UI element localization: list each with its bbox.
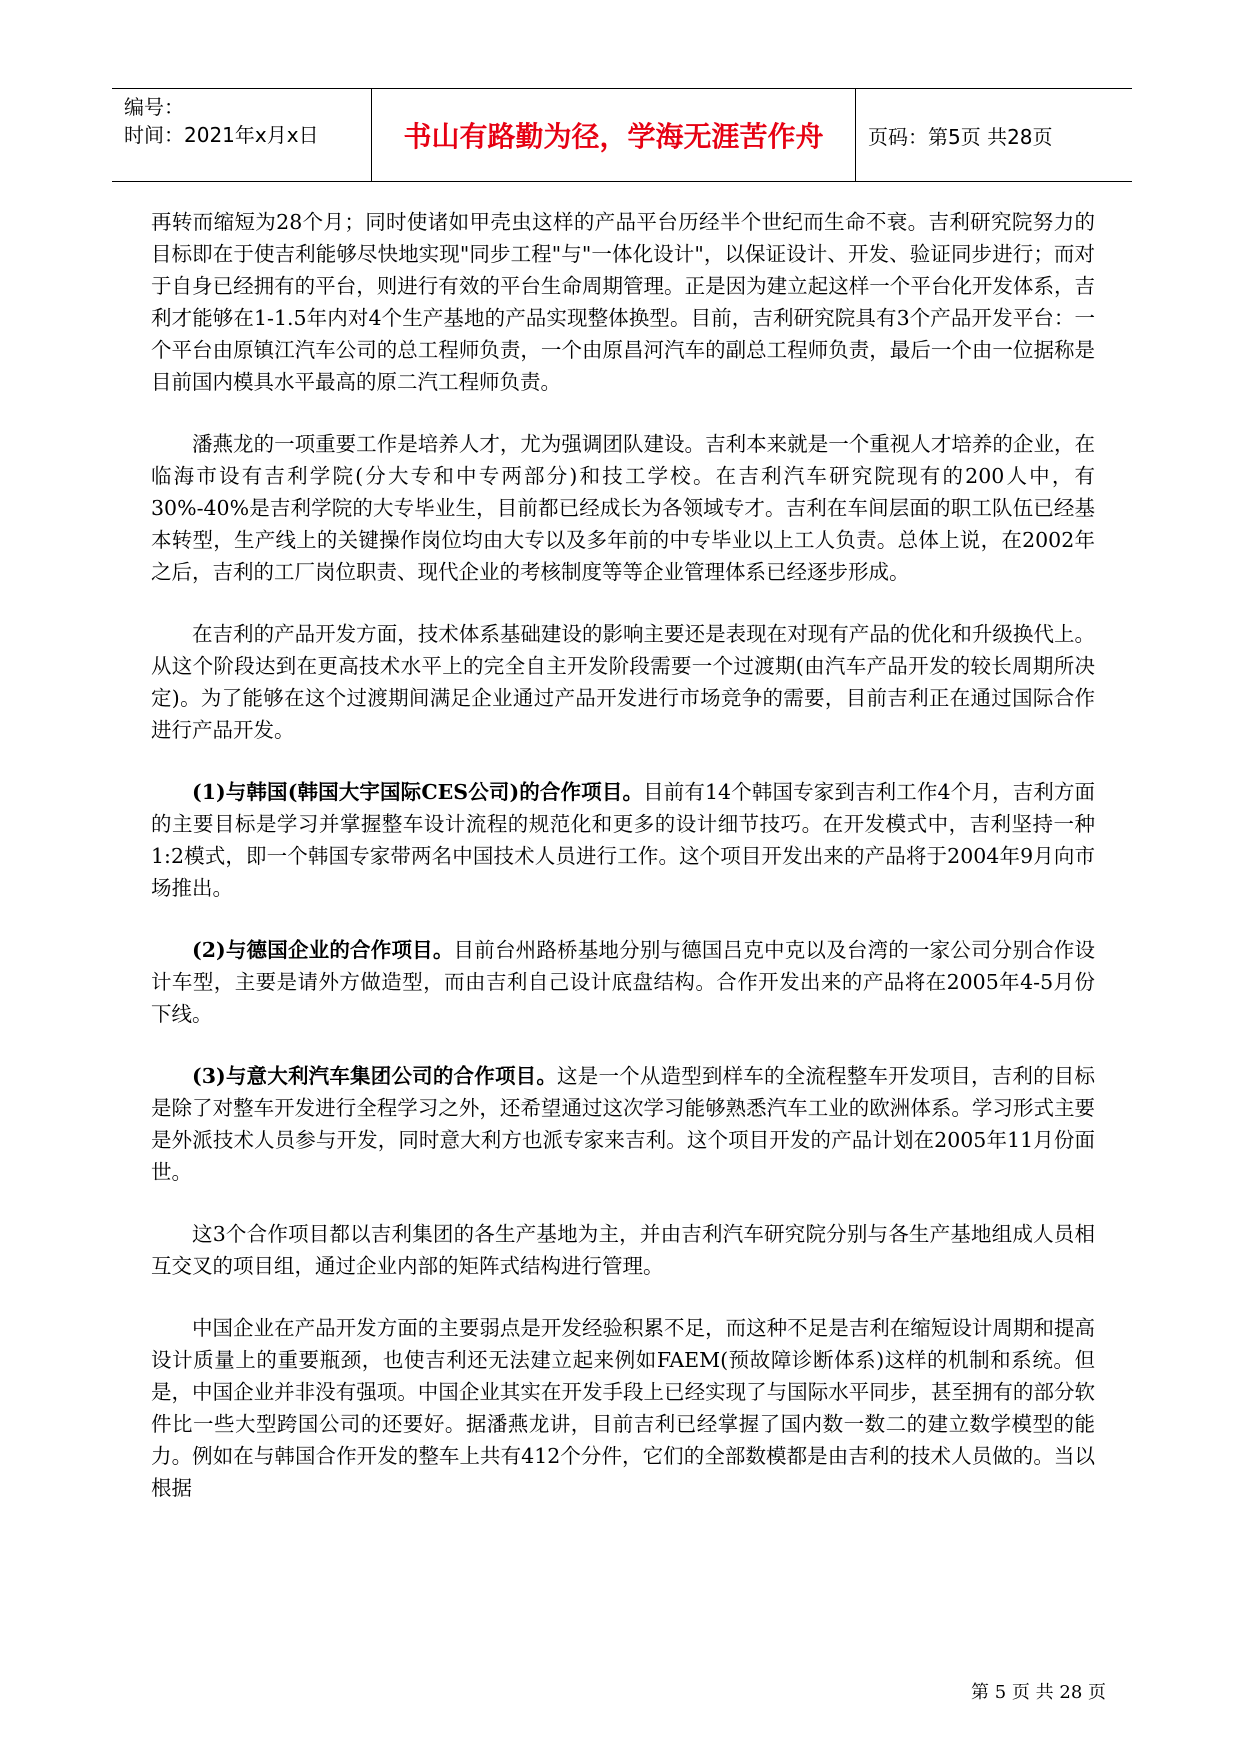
document-time-label: 时间：2021年x月x日	[124, 123, 319, 147]
page-footer: 第 5 页 共 28 页	[971, 1682, 1106, 1703]
paragraph-text: 这是一个从造型到样车的全流程整车开发项目，吉利的目标是除了对整车开发进行全程学习之外，还希望通过这次学习能够熟悉汽车工业的欧洲体系。学习形式主要是外派技术人员参与开发，同时意大利方也派专家来吉利。这个项目开发的产品计划在2005年11月份面世。	[151, 1064, 1096, 1184]
paragraph-text: 目前有14个韩国专家到吉利工作4个月，吉利方面的主要目标是学习并掌握整车设计流程的规范化和更多的设计细节技巧。在开发模式中，吉利坚持一种1:2模式，即一个韩国专家带两名中国技术人员进行工作。这个项目开发出来的产品将于2004年9月向市场推出。	[151, 780, 1095, 900]
page-header	[112, 88, 1132, 182]
document-body	[151, 206, 1095, 1534]
paragraph-text: 这3个合作项目都以吉利集团的各生产基地为主，并由吉利汽车研究院分别与各生产基地组成人员相互交叉的项目组，通过企业内部的矩阵式结构进行管理。	[151, 1222, 1095, 1278]
header-motto: 书山有路勤为径，学海无涯苦作舟	[372, 89, 856, 181]
paragraph	[151, 1218, 1095, 1282]
paragraph-lead: (1)与韩国(韩国大宇国际CES公司)的合作项目。	[192, 780, 644, 804]
paragraph	[151, 428, 1095, 588]
paragraph	[151, 618, 1095, 746]
paragraph	[151, 934, 1095, 1030]
header-left-cell	[112, 89, 372, 181]
paragraph-lead: (3)与意大利汽车集团公司的合作项目。	[192, 1064, 558, 1088]
paragraph	[151, 206, 1095, 398]
paragraph	[151, 776, 1095, 904]
paragraph	[151, 1312, 1095, 1504]
paragraph-lead: (2)与德国企业的合作项目。	[192, 938, 454, 962]
paragraph	[151, 1060, 1095, 1188]
paragraph-text: 中国企业在产品开发方面的主要弱点是开发经验积累不足，而这种不足是吉利在缩短设计周期和提高设计质量上的重要瓶颈，也使吉利还无法建立起来例如FAEM(预故障诊断体系)这样的机制和系统。但是，中国企业并非没有强项。中国企业其实在开发手段上已经实现了与国际水平同步，甚至拥有的部分软件比一些大型跨国公司的还要好。据潘燕龙讲，目前吉利已经掌握了国内数一数二的建立数学模型的能力。例如在与韩国合作开发的整车上共有412个分件，它们的全部数模都是由吉利的技术人员做的。当以根据	[151, 1316, 1095, 1500]
paragraph-text: 在吉利的产品开发方面，技术体系基础建设的影响主要还是表现在对现有产品的优化和升级换代上。从这个阶段达到在更高技术水平上的完全自主开发阶段需要一个过渡期(由汽车产品开发的较长周期所决定)。为了能够在这个过渡期间满足企业通过产品开发进行市场竞争的需要，目前吉利正在通过国际合作进行产品开发。	[151, 622, 1095, 742]
paragraph-text: 目前台州路桥基地分别与德国吕克中克以及台湾的一家公司分别合作设计车型，主要是请外方做造型，而由吉利自己设计底盘结构。合作开发出来的产品将在2005年4-5月份下线。	[151, 938, 1095, 1026]
paragraph-text: 潘燕龙的一项重要工作是培养人才，尤为强调团队建设。吉利本来就是一个重视人才培养的企业，在临海市设有吉利学院(分大专和中专两部分)和技工学校。在吉利汽车研究院现有的200人中，有30%-40%是吉利学院的大专毕业生，目前都已经成长为各领域专才。吉利在车间层面的职工队伍已经基本转型，生产线上的关键操作岗位均由大专以及多年前的中专毕业以上工人负责。总体上说，在2002年之后，吉利的工厂岗位职责、现代企业的考核制度等等企业管理体系已经逐步形成。	[151, 432, 1095, 584]
document-number-label: 编号：	[124, 95, 184, 119]
header-page-info: 页码：第5页 共28页	[868, 124, 1053, 149]
paragraph-text: 再转而缩短为28个月；同时使诸如甲壳虫这样的产品平台历经半个世纪而生命不衰。吉利研究院努力的目标即在于使吉利能够尽快地实现"同步工程"与"一体化设计"，以保证设计、开发、验证同步进行；而对于自身已经拥有的平台，则进行有效的平台生命周期管理。正是因为建立起这样一个平台化开发体系，吉利才能够在1-1.5年内对4个生产基地的产品实现整体换型。目前，吉利研究院具有3个产品开发平台：一个平台由原镇江汽车公司的总工程师负责，一个由原昌河汽车的副总工程师负责，最后一个由一位据称是目前国内模具水平最高的原二汽工程师负责。	[151, 210, 1095, 394]
